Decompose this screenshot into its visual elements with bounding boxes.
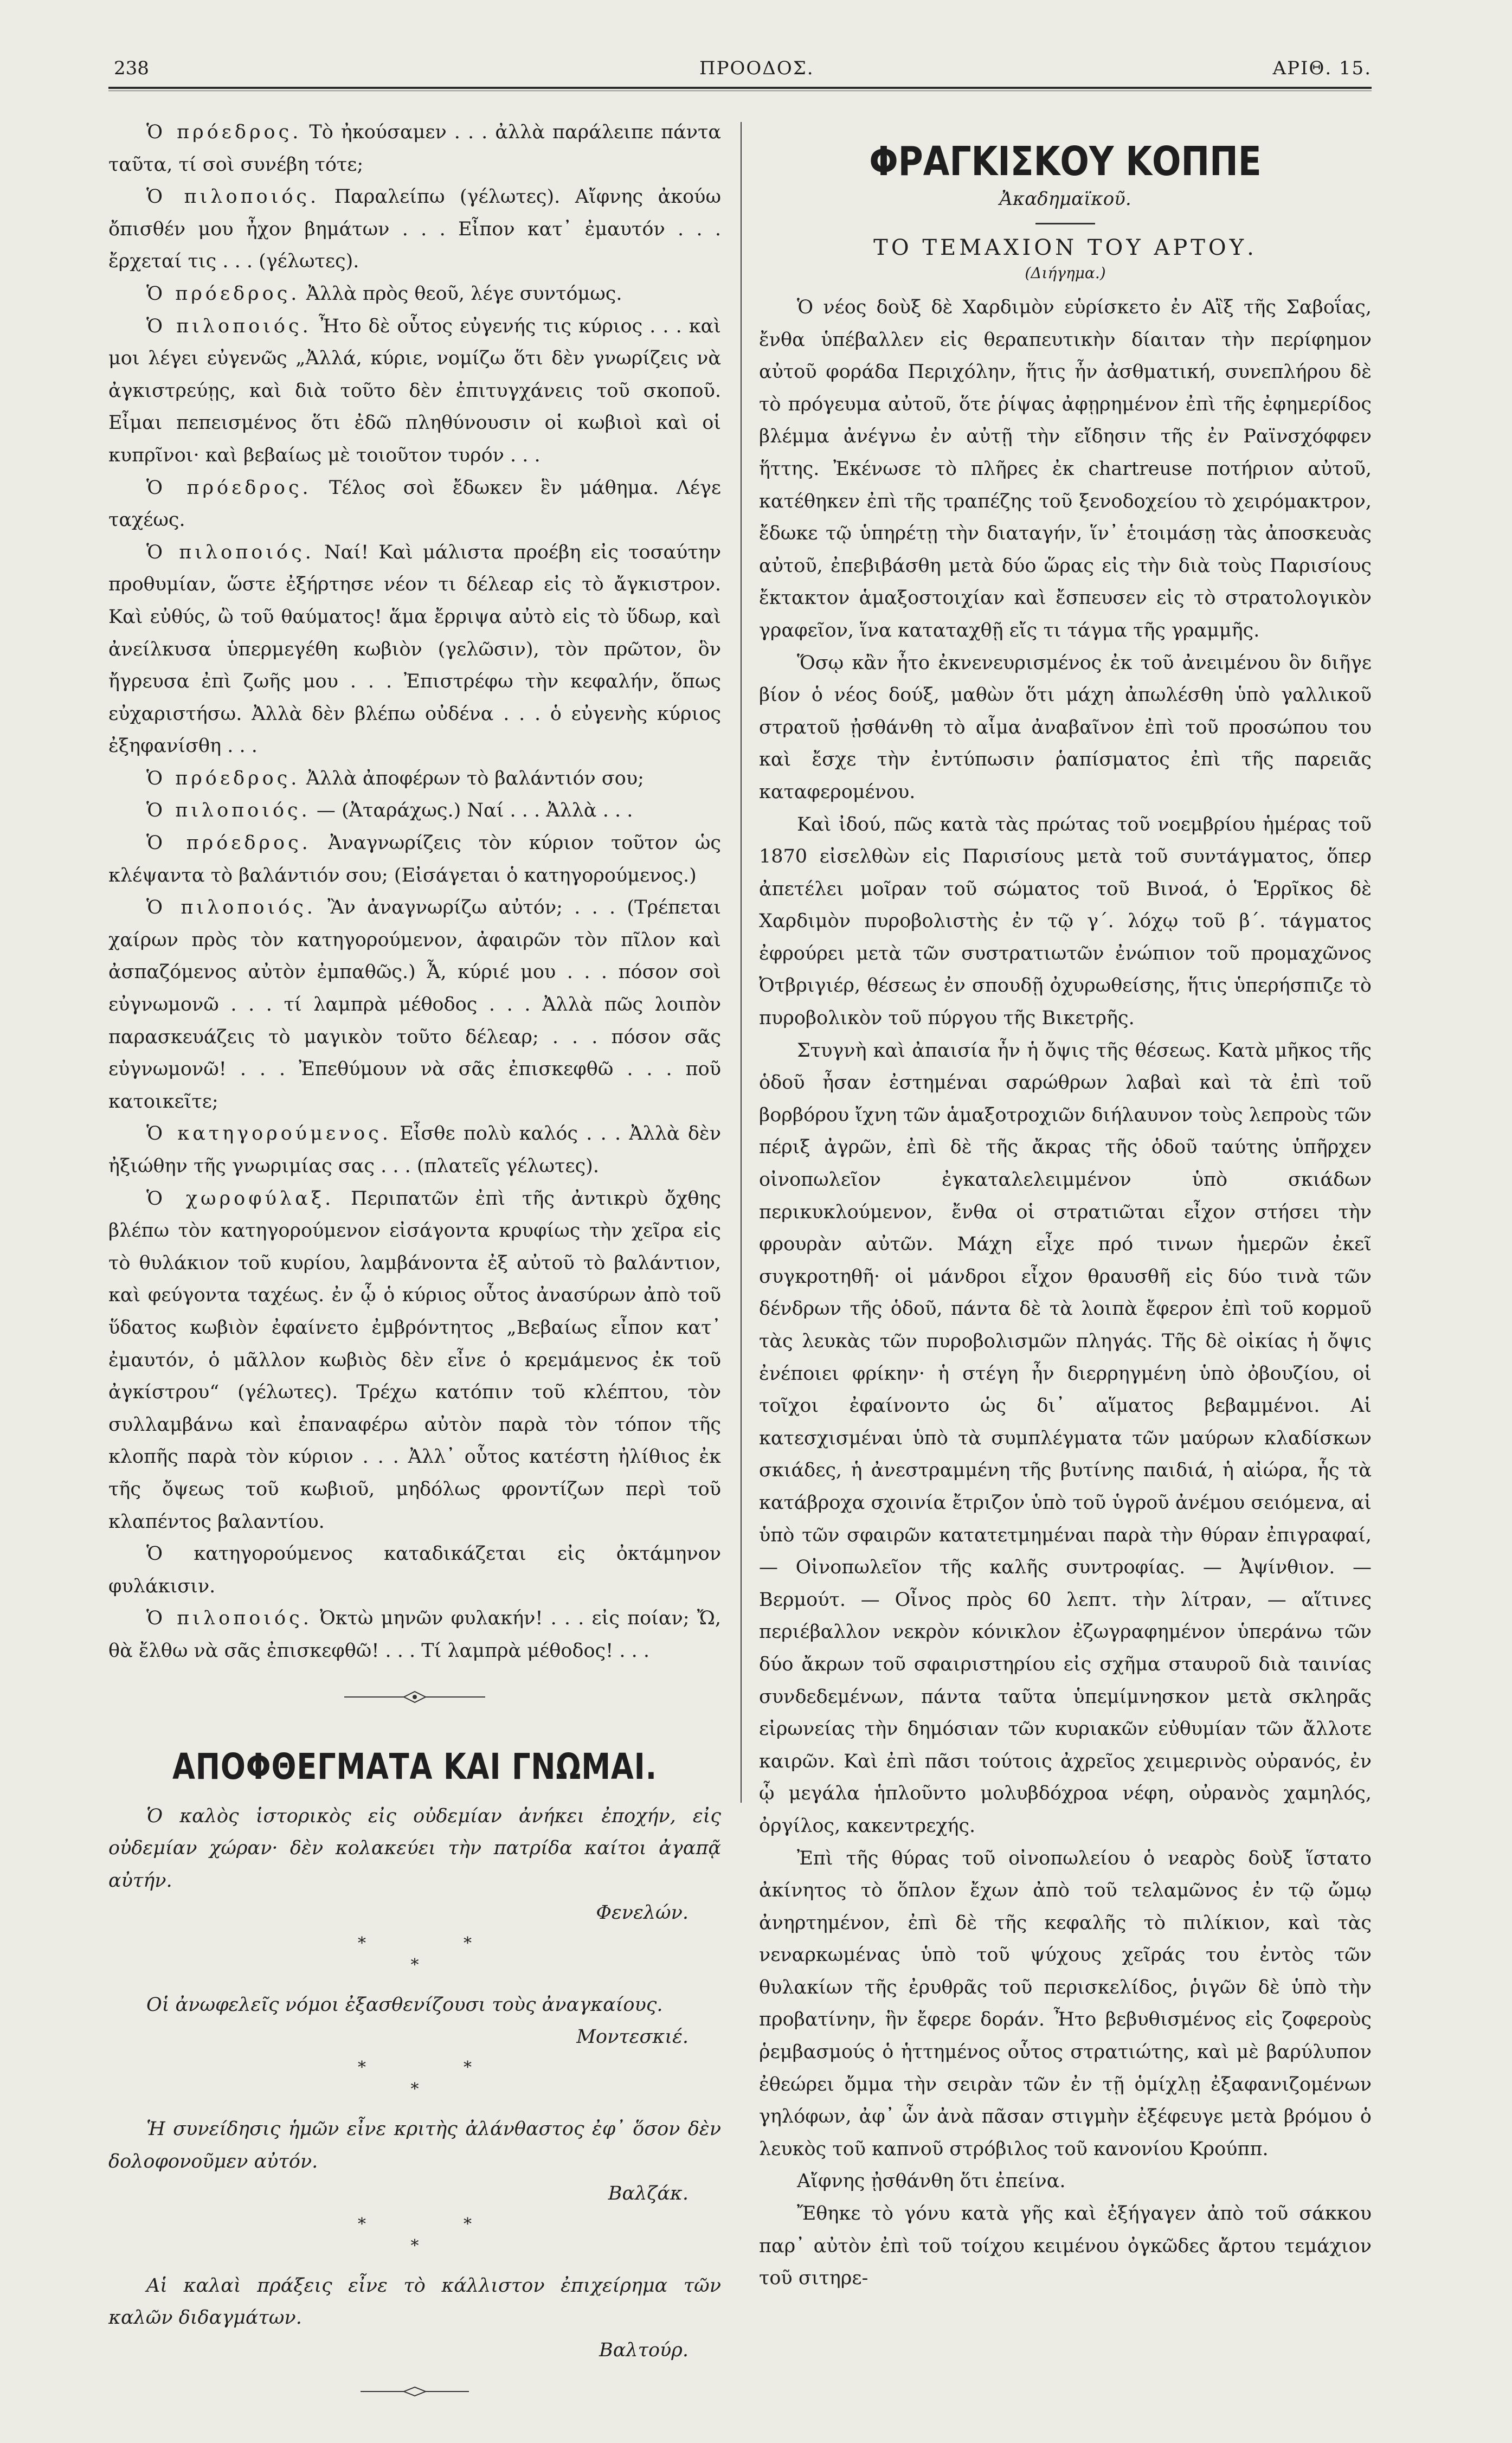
dialogue-paragraph	[108, 1603, 721, 1667]
story-genre: (Διήγημα.)	[1025, 264, 1106, 282]
speaker-label: Ὁ πρόεδρος.	[146, 832, 311, 854]
saying-text: Ἡ συνείδησις ἡμῶν εἶνε κριτὴς ἀλάνθαστος ἐφ᾽ ὅσον δὲν δολοφονοῦμεν αὐτόν.	[108, 2118, 721, 2172]
star-icon: *	[358, 2214, 366, 2234]
star-icon: *	[464, 2214, 472, 2234]
speaker-label: Ὁ πιλοποιός.	[146, 897, 316, 919]
story-paragraph: Ἔθηκε τὸ γόνυ κατὰ γῆς καὶ ἐξήγαγεν ἀπὸ τοῦ σάκκου παρ᾽ αὐτὸν ἐπὶ τοῦ τοίχου κειμένου ὀγκῶδες ἄρτου τεμάχιον τοῦ σιτηρε-	[759, 2203, 1372, 2290]
dialogue-paragraph	[108, 181, 721, 278]
star-icon: *	[464, 2058, 472, 2078]
section-ornament	[108, 1686, 721, 1724]
right-column	[759, 117, 1372, 2295]
dialogue-text: Ἀναγνωρίζεις τὸν κύριον τοῦτον ὡς κλέψαντα τὸ βαλάντιόν σου; (Εἰσάγεται ὁ κατηγορούμενος.)	[108, 832, 722, 886]
end-ornament	[108, 2383, 721, 2421]
article-author-name: ΦΡΑΓΚΙΣΚΟΥ ΚΟΠΠΕ	[869, 138, 1262, 185]
dialogue-text: Περιπατῶν ἐπὶ τῆς ἀντικρὺ ὄχθης βλέπω τὸν κατηγορούμενον εἰσάγοντα κρυφίως τὴν χεῖρα εἰς τὸ θυλάκιον τοῦ κυρίου, λαμβάνοντα ἐξ αὐτοῦ τὸ βαλάντιον, καὶ φεύγοντα ταχέως. ἐν ᾧ ὁ κύριος οὗτος ἀνασύρων ἀπὸ τοῦ ὕδατος κωβιὸν ἐφαίνετο ἐμβρόντητος „Βεβαίως εἶπον κατ᾽ ἐμαυτόν, ὁ μᾶλλον κωβιὸς δὲν εἶνε ὁ κρεμάμενος ἐκ τοῦ ἀγκίστρου“ (γέλωτες). Τρέχω κατόπιν τοῦ κλέπτου, τὸν συλλαμβάνω καὶ ἐπαναφέρω αὐτὸν παρὰ τὸν τόπον τῆς κλοπῆς παρὰ τὸν κύριον . . . Ἀλλ᾽ οὗτος κατέστη ἠλίθιος ἐκ τῆς ὄψεως τοῦ κωβιοῦ, μηδόλως φροντίζων περὶ τοῦ κλαπέντος βαλαντίου.	[108, 1187, 721, 1533]
star-icon: *	[358, 1933, 366, 1953]
dialogue-text: Τέλος σοὶ ἔδωκεν ἓν μάθημα. Λέγε ταχέως.	[108, 477, 721, 531]
story-paragraph: Ἐπὶ τῆς θύρας τοῦ οἰνοπωλείου ὁ νεαρὸς δοὺξ ἵστατο ἀκίνητος τὸ ὅπλον ἔχων ἀπὸ τοῦ τελαμῶνος ἐν τῷ ὤμῳ ἀνηρτημένον, ἐπὶ δὲ τῆς κεφαλῆς τὸ πιλίκιον, καὶ τὰς νεναρκωμένας ὑπὸ τοῦ ψύχους χεῖράς του ἐντὸς τῶν θυλακίων τῆς ἐρυθρᾶς τοῦ περισκελίδος, ῥιγῶν δὲ ὑπὸ τὴν προβατίνην, ἣν ἔφερε δοράν. Ἦτο βεβυθισμένος εἰς ζοφεροὺς ῥεμβασμούς ὁ ἡττημένος οὗτος στρατιώτης, καὶ μὲ βαρύλυπον ἐθεώρει ὄμμα τὴν σειρὰν τῶν ἐν τῇ ὁμίχλῃ ἐξαφανιζομένων γηλόφων, ἀφ᾽ ὧν ἀνὰ πᾶσαν στιγμὴν ἐξέφευγε μετὰ βρόμου ὁ λευκὸς τοῦ καπνοῦ στρόβιλος τοῦ κανονίου Κρούππ.	[759, 1847, 1372, 2160]
speaker-label: Ὁ πιλοποιός.	[146, 800, 311, 822]
dialogue-paragraph	[108, 827, 721, 892]
dialogue-paragraph	[108, 472, 721, 537]
article-author-role: Ἀκαδημαϊκοῦ.	[999, 188, 1131, 210]
title-rule	[1035, 223, 1095, 224]
dialogue-section	[108, 117, 721, 1668]
sayings-section-title: ΑΠΟΦΘΕΓΜΑΤΑ ΚΑΙ ΓΝΩΜΑΙ.	[172, 1745, 657, 1788]
dialogue-text: Ἀλλὰ πρὸς θεοῦ, λέγε συντόμως.	[300, 282, 622, 305]
dialogue-text: Ὀκτὼ μηνῶν φυλακήν! . . . εἰς ποίαν; Ὤ, θὰ ἔλθω νὰ σᾶς ἐπισκεφθῶ! . . . Τί λαμπρὰ μέθοδος! . . .	[108, 1608, 722, 1662]
story-title: ΤΟ ΤΕΜΑΧΙΟΝ ΤΟΥ ΑΡΤΟΥ.	[873, 235, 1257, 260]
star-icon: *	[464, 1933, 472, 1953]
saying-author: Φενελών.	[596, 1902, 689, 1924]
page-header	[108, 52, 1372, 85]
dialogue-paragraph	[108, 763, 721, 795]
dialogue-text: Ὁ κατηγορούμενος καταδικάζεται εἰς ὀκτάμηνον φυλάκισιν.	[108, 1543, 721, 1597]
dialogue-text: Ναί! Καὶ μάλιστα προέβη εἰς τοσαύτην προθυμίαν, ὥστε ἐξήρτησε νέον τι δέλεαρ εἰς τὸ ἄγκιστρον. Καὶ εὐθύς, ὢ τοῦ θαύματος! ἅμα ἔρριψα αὐτὸ εἰς τὸ ὕδωρ, καὶ ἀνείλκυσα ὑπερμεγέθη κωβιὸν (γελῶσιν), τὸν πρῶτον, ὃν ἤγρευσα ἐπὶ ζωῆς μου . . . Ἐπιστρέφω τὴν κεφαλήν, ὅπως εὐχαριστήσω. Ἀλλὰ δὲν βλέπω οὐδένα . . . ὁ εὐγενὴς κύριος ἐξηφανίσθη . . .	[108, 541, 721, 757]
dialogue-text: Εἶσθε πολὺ καλός . . . Ἀλλὰ δὲν ἠξιώθην τῆς γνωριμίας σας . . . (πλατεῖς γέλωτες).	[108, 1123, 721, 1177]
speaker-label: Ὁ πρόεδρος.	[146, 477, 312, 499]
saying-text: Ὁ καλὸς ἱστορικὸς εἰς οὐδεμίαν ἀνήκει ἐποχήν, εἰς οὐδεμίαν χώραν· δὲν κολακεύει τὴν πατρίδα καίτοι ἀγαπᾷ αὐτήν.	[108, 1805, 721, 1892]
speaker-label: Ὁ πρόεδρος.	[146, 282, 300, 305]
story-paragraph: Καὶ ἰδού, πῶς κατὰ τὰς πρώτας τοῦ νοεμβρίου ἡμέρας τοῦ 1870 εἰσελθὼν εἰς Παρισίους μετὰ τοῦ συντάγματος, ὅπερ ἀπετέλει μοῖραν τοῦ σώματος τοῦ Βινοά, ὁ Ἑρρῖκος δὲ Χαρδιμὸν πυροβολιστὴς ἐν τῷ γ΄. λόχῳ τοῦ β΄. τάγματος ἐφρούρει μετὰ τῶν συστρατιωτῶν ἐνώπιον τοῦ προμαχῶνος Ὀτβριγιέρ, θέσεως ἐν σπουδῇ ὀχυρωθείσης, ἥτις ὑπερήσπιζε τὸ πυροβολικὸν τοῦ πύργου τῆς Βικετρῆς.	[759, 813, 1372, 1030]
speaker-label: Ὁ πιλοποιός.	[146, 315, 312, 337]
sayings-list	[108, 1801, 721, 2367]
dialogue-paragraph	[108, 278, 721, 311]
speaker-label: Ὁ κατηγορούμενος.	[146, 1123, 392, 1145]
story-paragraph: Αἴφνης ᾐσθάνθη ὅτι ἐπείνα.	[797, 2170, 1066, 2193]
dialogue-text: Ἦτο δὲ οὗτος εὐγενής τις κύριος . . . καὶ μοι λέγει εὐγενῶς „Ἀλλά, κύριε, νομίζω ὅτι δὲν γνωρίζεις νὰ ἀγκιστρεύῃς, καὶ διὰ τοῦτο δὲν ἐπιτυγχάνεις τοῦ σκοποῦ. Εἶμαι πεπεισμένος ὅτι ἐδῶ πληθύνουσιν οἱ κωβιοὶ καὶ οἱ κυπρῖνοι· καὶ βεβαίως μὲ τοιοῦτον τυρόν . . .	[108, 315, 721, 466]
saying-item	[108, 1989, 721, 2054]
dialogue-paragraph	[108, 537, 721, 763]
star-icon: *	[410, 2080, 419, 2099]
dialogue-paragraph	[108, 311, 721, 472]
dialogue-paragraph	[108, 1538, 721, 1603]
saying-author: Βαλζάκ.	[608, 2183, 689, 2205]
asterism-separator	[108, 2057, 721, 2100]
left-column	[108, 117, 721, 2443]
ornament-divider-icon	[361, 2383, 469, 2400]
saying-item	[108, 1801, 721, 1930]
story-paragraph: Ὁ νέος δοὺξ δὲ Χαρδιμὸν εὑρίσκετο ἐν Αἲξ τῆς Σαβοΐας, ἔνθα ὑπέβαλλεν εἰς θεραπευτικὴν δίαιταν τὴν περίφημον αὐτοῦ φοράδα Περιχόλην, ἥτις ἦν ἀσθματική, συνεπλήρου δὲ τὸ πρόγευμα αὐτοῦ, ὅτε ῥίψας ἀφῃρημένον ἐπὶ τῆς ἐφημερίδος βλέμμα ἀνέγνω ἐν αὐτῇ τὴν εἴδησιν τῆς ἐν Ραϊνσχόφφεν ἥττης. Ἐκένωσε τὸ πλῆρες ἐκ chartreuse ποτήριον αὐτοῦ, κατέθηκεν ἐπὶ τῆς τραπέζης τοῦ ξενοδοχείου τὸ χειρόμακτρον, ἔδωκε τῷ ὑπηρέτῃ τὴν διαταγήν, ἵν᾽ ἑτοιμάσῃ τὰς ἀποσκευὰς αὐτοῦ, ἐπεβιβάσθη μετὰ δύο ὥρας εἰς τὴν διὰ τοὺς Παρισίους ἔκτακτον ἁμαξοστοιχίαν καὶ ἔσπευσεν εἰς τὸ στρατολογικὸν γραφεῖον, ἵνα καταταχθῇ εἴς τι τάγμα τῆς γραμμῆς.	[759, 297, 1372, 641]
speaker-label: Ὁ πιλοποιός.	[146, 186, 320, 208]
speaker-label: Ὁ πρόεδρος.	[146, 767, 300, 789]
star-icon: *	[358, 2058, 366, 2078]
dialogue-paragraph	[108, 795, 721, 827]
speaker-label: Ὁ πιλοποιός.	[146, 1608, 312, 1630]
dialogue-paragraph	[108, 117, 721, 181]
header-rule	[108, 87, 1372, 89]
dialogue-paragraph	[108, 892, 721, 1118]
star-icon: *	[410, 2236, 419, 2255]
star-icon: *	[410, 1955, 419, 1975]
asterism-separator	[108, 2214, 721, 2257]
saying-text: Αἱ καλαὶ πράξεις εἶνε τὸ κάλλιστον ἐπιχείρημα τῶν καλῶν διδαγμάτων.	[108, 2274, 721, 2329]
saying-text: Οἱ ἀνωφελεῖς νόμοι ἐξασθενίζουσι τοὺς ἀναγκαίους.	[146, 1994, 663, 2016]
dialogue-text: Ἀλλὰ ἀποφέρων τὸ βαλάντιόν σου;	[300, 767, 644, 789]
story-body	[759, 292, 1372, 2295]
saying-author: Βαλτούρ.	[599, 2339, 689, 2362]
story-paragraph: Ὅσῳ κἂν ἦτο ἐκνενευρισμένος ἐκ τοῦ ἀνειμένου ὃν διῆγε βίον ὁ νέος δούξ, μαθὼν ὅτι μάχη ἀπωλέσθη ὑπὸ γαλλικοῦ στρατοῦ ᾐσθάνθη τὸ αἷμα ἀναβαῖνον ἐπὶ τοῦ προσώπου του καὶ ἔσχε τὴν ἐντύπωσιν ῥαπίσματος ἐπὶ τῆς παρειᾶς καταφερομένου.	[759, 652, 1372, 803]
ornament-divider-icon	[344, 1686, 485, 1708]
saying-item	[108, 2270, 721, 2367]
saying-item	[108, 2113, 721, 2210]
speaker-label: Ὁ πρόεδρος.	[146, 121, 302, 143]
speaker-label: Ὁ χωροφύλαξ.	[146, 1187, 334, 1210]
journal-title: ΠΡΟΟΔΟΣ.	[699, 57, 814, 79]
page-number: 238	[114, 57, 149, 79]
dialogue-paragraph	[108, 1118, 721, 1182]
dialogue-text: Παραλείπω (γέλωτες). Αἴφνης ἀκούω ὄπισθέν μου ἦχον βημάτων . . . Εἶπον κατ᾽ ἐμαυτόν . . . ἔρχεταί τις . . . (γέλωτες).	[108, 186, 721, 273]
issue-number: ΑΡΙΘ. 15.	[1272, 57, 1372, 79]
dialogue-text: Τὸ ἠκούσαμεν . . . ἀλλὰ παράλειπε πάντα ταῦτα, τί σοὶ συνέβη τότε;	[108, 121, 721, 176]
saying-author: Μοντεσκιέ.	[576, 2026, 689, 2048]
story-paragraph: Στυγνὴ καὶ ἀπαισία ἦν ἡ ὄψις τῆς θέσεως. Κατὰ μῆκος τῆς ὁδοῦ ἦσαν ἐστημέναι σαρώθρων λαβαὶ καὶ τὰ ἐπὶ τοῦ βορβόρου ἴχνη τῶν ἁμαξοτροχιῶν διήλαυνον τοὺς λεπροὺς τῶν πέριξ ἀγρῶν, ἐπὶ δὲ τῆς ἄκρας τῆς ὁδοῦ ταύτης ὑπῆρχεν οἰνοπωλεῖον ἐγκαταλελειμμένον ὑπὸ σκιάδων περικυκλούμενον, ἔνθα οἱ στρατιῶται εἶχον στήσει τὴν φρουρὰν αὐτῶν. Μάχη εἶχε πρό τινων ἡμερῶν ἐκεῖ συγκροτηθῆ· οἱ μάνδροι εἶχον θραυσθῆ εἰς δύο τινὰ τῶν δένδρων τῆς ὁδοῦ, πάντα δὲ τὰ λοιπὰ ἔφερον ἐπὶ τοῦ κορμοῦ τὰς λευκὰς τῶν πυροβολισμῶν πληγάς. Τῆς δὲ οἰκίας ἡ ὄψις ἐνέποιει φρίκην· ἡ στέγη ἦν διερρηγμένη ὑπὸ ὀβουζίου, οἱ τοῖχοι ἐφαίνοντο ὡς δι᾽ αἵματος βεβαμμένοι. Αἱ κατεσχισμέναι ὑπὸ τὰ συμπλέγματα τῶν μαύρων κλαδίσκων σκιάδες, ἡ ἀνεστραμμένη τῆς βυτίνης παιδιά, ἡ αἰώρα, ἧς τὰ κατάβροχα σχοινία ἔτριζον ὑπὸ τοῦ ὑγροῦ ἀνέμου σειόμενα, αἱ ὑπὸ τῶν σφαιρῶν κατατετμημέναι παρὰ τὴν θύραν ἐπιγραφαί, — Οἰνοπωλεῖον τῆς καλῆς συντροφίας. — Ἀψίνθιον. — Βερμούτ. — Οἶνος πρὸς 60 λεπτ. τὴν λίτραν, — αἵτινες περιέβαλλον νεκρὸν κόνικλον ἐζωγραφημένον ὑπεράνω τῶν δύο ἄκρων τοῦ σφαιριστηρίου εἰς σχῆμα σταυροῦ διὰ ταινίας συνδεδεμένων, πάντα ταῦτα ὑπεμίμνησκον μετὰ σκληρᾶς εἰρωνείας τὴν δημόσιαν τῶν κυριακῶν εὐθυμίαν τῶν ἄλλοτε καιρῶν. Καὶ ἐπὶ πᾶσι τούτοις ἀχρεῖος χειμερινὸς οὐρανός, ἐν ᾧ μεγάλα ἡπλοῦντο μολυβδόχροα νέφη, οὐρανὸς χαμηλός, ὀργίλος, κακεντρεχής.	[759, 1039, 1372, 1837]
dialogue-text: — (Ἀταράχως.) Ναί . . . Ἀλλὰ . . .	[310, 800, 633, 822]
speaker-label: Ὁ πιλοποιός.	[146, 541, 314, 563]
asterism-separator	[108, 1933, 721, 1976]
column-divider	[741, 122, 742, 1803]
dialogue-text: Ἂν ἀναγνωρίζω αὐτόν; . . . (Τρέπεται χαίρων πρὸς τὸν κατηγορούμενον, ἀφαιρῶν τὸν πῖλον καὶ ἀσπαζόμενος αὐτὸν ἐμπαθῶς.) Ἆ, κύριέ μου . . . πόσον σοὶ εὐγνωμονῶ . . . τί λαμπρὰ μέθοδος . . . Ἀλλὰ πῶς λοιπὸν παρασκευάζεις τὸ μαγικὸν τοῦτο δέλεαρ; . . . πόσον σᾶς εὐγνωμονῶ! . . . Ἐπεθύμουν νὰ σᾶς ἐπισκεφθῶ . . . ποῦ κατοικεῖτε;	[108, 897, 721, 1113]
dialogue-paragraph	[108, 1183, 721, 1539]
